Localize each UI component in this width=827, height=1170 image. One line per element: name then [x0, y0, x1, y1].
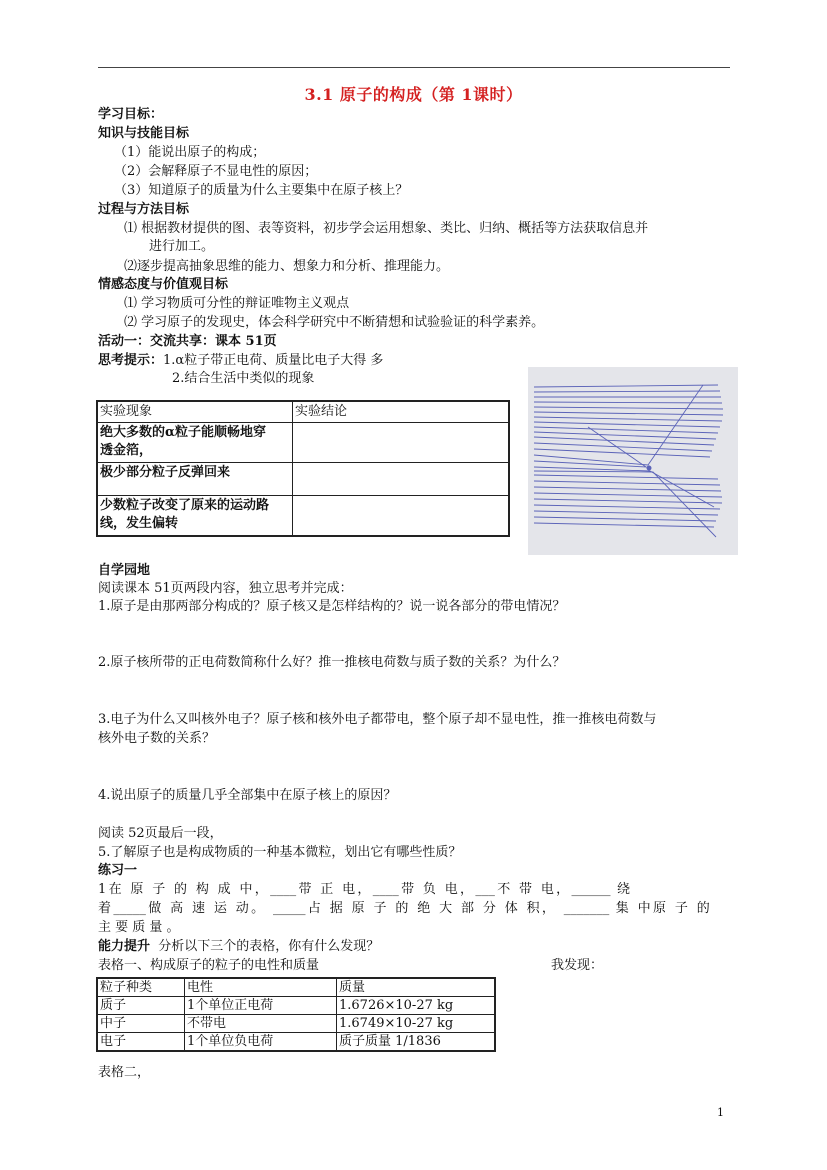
table-cell [97, 463, 293, 496]
knowledge-heading: 知识与技能目标 [98, 126, 190, 141]
knowledge-item: （1）能说出原子的构成； [114, 145, 266, 160]
question-5: 5.了解原子也是构成物质的一种基本微粒，划出它有哪些性质？ [98, 845, 462, 860]
table-cell: 1个单位负电荷 [185, 1033, 337, 1052]
process-heading: 过程与方法目标 [98, 202, 190, 217]
cell-line: 线，发生偏转 [100, 516, 179, 531]
hint-line [98, 352, 383, 370]
table1-caption: 表格一、构成原子的粒子的电性和质量 [98, 958, 320, 973]
hint-label: 思考提示： [98, 353, 164, 368]
table-cell: 中子 [97, 1015, 185, 1033]
table-cell: 不带电 [185, 1015, 337, 1033]
table-header: 实验结论 [293, 401, 510, 423]
page-title: 3.1 原子的构成（第 1课时） [304, 85, 523, 104]
question-1: 1.原子是由那两部分构成的？原子核又是怎样结构的？说一说各部分的带电情况？ [98, 599, 566, 614]
table-cell-empty [293, 463, 510, 496]
attitude-item: ⑵ 学习原子的发现史，体会科学研究中不断猜想和试验验证的科学素养。 [124, 315, 545, 330]
attitude-heading: 情感态度与价值观目标 [98, 277, 229, 292]
table-cell: 质子 [97, 997, 185, 1015]
experiment-table [96, 400, 510, 537]
ability-text: 分析以下三个的表格，你有什么发现？ [158, 939, 380, 954]
page-number: 1 [717, 1106, 724, 1119]
hint-line-2: 2.结合生活中类似的现象 [172, 371, 315, 386]
question-2: 2.原子核所带的正电荷数简称什么好？推一推核电荷数与质子数的关系？为什么？ [98, 655, 566, 670]
activity-heading: 活动一：交流共享：课本 51页 [98, 334, 277, 349]
table-header-row [97, 978, 495, 997]
table-row [97, 997, 495, 1015]
table-cell: 质子质量 1/1836 [337, 1033, 496, 1052]
knowledge-item: （2）会解释原子不显电性的原因； [114, 164, 318, 179]
practice-heading: 练习一 [98, 863, 138, 878]
header-rule [98, 67, 730, 68]
table-cell: 1.6726×10-27 kg [337, 997, 496, 1015]
ability-line [98, 938, 379, 956]
table-header: 质量 [337, 978, 496, 997]
table-header: 粒子种类 [97, 978, 185, 997]
table-cell [97, 423, 293, 463]
process-item-cont: 进行加工。 [149, 239, 215, 254]
hint-text: 1.α粒子带正电荷、质量比电子大得 多 [163, 353, 384, 368]
cell-line: 少数粒子改变了原来的运动路 [100, 498, 270, 513]
read-instruction: 阅读 52页最后一段， [98, 826, 223, 841]
process-item: ⑴ 根据教材提供的图、表等资料，初步学会运用想象、类比、归纳、概括等方法获取信息并 [124, 221, 649, 236]
table-cell: 电子 [97, 1033, 185, 1052]
table-cell: 1个单位正电荷 [185, 997, 337, 1015]
table-cell [97, 496, 293, 537]
scattering-trajectories [528, 367, 738, 555]
table-header: 实验现象 [97, 401, 293, 423]
attitude-item: ⑴ 学习物质可分性的辩证唯物主义观点 [124, 296, 350, 311]
selfstudy-heading: 自学园地 [98, 563, 151, 578]
table-header: 电性 [185, 978, 337, 997]
question-3-cont: 核外电子数的关系？ [98, 731, 216, 746]
nucleus-dot [647, 466, 652, 471]
process-item: ⑵逐步提高抽象思维的能力、想象力和分析、推理能力。 [124, 259, 450, 274]
objectives-heading: 学习目标： [98, 107, 164, 122]
alpha-scattering-photo [528, 367, 738, 555]
knowledge-item: （3）知道原子的质量为什么主要集中在原子核上？ [114, 183, 409, 198]
table-header-row [97, 401, 509, 423]
table-row [97, 463, 509, 496]
practice-line-2: 着_____做 高 速 运 动。 _____占 据 原 子 的 绝 大 部 分 体 积， _______ 集 中原 子 的 [98, 901, 710, 916]
practice-line-1: 1在 原 子 的 构 成 中，____带 正 电，____带 负 电，___不 带 电，______ 绕 [98, 882, 630, 897]
ability-label: 能力提升 [98, 939, 151, 954]
table-cell-empty [293, 496, 510, 537]
particle-table [96, 977, 496, 1052]
selfstudy-intro: 阅读课本 51页两段内容，独立思考并完成： [98, 581, 353, 596]
table-row [97, 1015, 495, 1033]
table-cell-empty [293, 423, 510, 463]
question-4: 4.说出原子的质量几乎全部集中在原子核上的原因？ [98, 788, 397, 803]
table-row [97, 496, 509, 537]
question-3: 3.电子为什么又叫核外电子？原子核和核外电子都带电，整个原子却不显电性，推一推核电荷数与 [98, 712, 657, 727]
table-cell: 1.6749×10-27 kg [337, 1015, 496, 1033]
table2-caption: 表格二， [98, 1065, 151, 1080]
table-row [97, 423, 509, 463]
cell-line: 透金箔， [100, 443, 153, 458]
cell-line: 极少部分粒子反弹回来 [100, 465, 231, 480]
discover-label: 我发现： [551, 958, 604, 973]
cell-line: 绝大多数的α粒子能顺畅地穿 [100, 425, 267, 440]
practice-line-3: 主 要 质 量 。 [98, 920, 180, 935]
table-row [97, 1033, 495, 1052]
